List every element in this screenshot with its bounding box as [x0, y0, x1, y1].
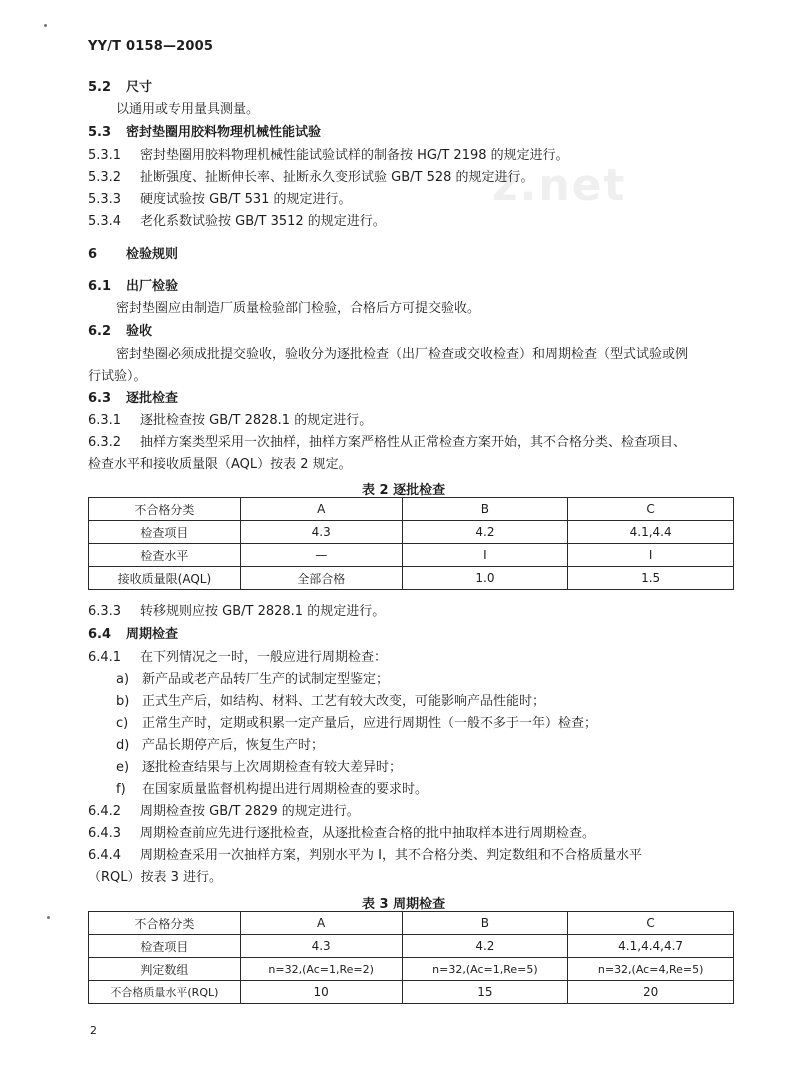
page-number: 2 — [90, 1024, 97, 1037]
section-5-3 — [88, 126, 321, 139]
table-cell: 4.1,4.4,4.7 — [568, 935, 734, 958]
table-cell: — — [240, 544, 402, 567]
list-item-a — [116, 673, 389, 686]
table-2-caption: 表 2 逐批检查 — [362, 483, 446, 498]
clause-number: 6.3.1 — [88, 413, 122, 428]
list-marker: a) — [116, 672, 130, 687]
table-cell: 20 — [568, 981, 734, 1004]
list-marker: e) — [116, 760, 130, 775]
table-cell: 15 — [402, 981, 568, 1004]
table-cell: n=32,(Ac=1,Re=2) — [240, 958, 402, 981]
table-cell: 全部合格 — [240, 567, 402, 590]
table-row — [89, 544, 734, 567]
section-6-2 — [88, 325, 152, 338]
table-cell: n=32,(Ac=4,Re=5) — [568, 958, 734, 981]
table-row — [89, 981, 734, 1004]
clause-number: 6.3.3 — [88, 604, 122, 619]
section-number: 6 — [88, 247, 98, 262]
paragraph: 密封垫圈应由制造厂质量检验部门检验，合格后方可提交验收。 — [116, 301, 481, 316]
scan-speck — [47, 916, 50, 919]
clause-number: 5.3.3 — [88, 192, 122, 207]
clause-text: 周期检查前应先进行逐批检查，从逐批检查合格的批中抽取样本进行周期检查。 — [140, 826, 596, 841]
clause-5-3-4 — [88, 215, 386, 228]
clause-6-3-3 — [88, 605, 385, 618]
list-marker: d) — [116, 738, 130, 753]
table-cell: 4.2 — [402, 521, 568, 544]
section-6-3 — [88, 392, 178, 405]
table-cell: 4.3 — [240, 935, 402, 958]
section-title: 逐批检查 — [126, 391, 179, 406]
table-3-caption: 表 3 周期检查 — [362, 897, 446, 912]
table-cell: Ⅰ — [402, 544, 568, 567]
clause-6-4-1 — [88, 651, 387, 664]
table-row — [89, 521, 734, 544]
clause-number: 6.3.2 — [88, 435, 122, 450]
clause-6-4-3 — [88, 827, 595, 840]
clause-continued: 检查水平和接收质量限（AQL）按表 2 规定。 — [88, 457, 352, 472]
section-number: 5.3 — [88, 125, 112, 140]
clause-text: 老化系数试验按 GB/T 3512 的规定进行。 — [140, 214, 386, 229]
section-number: 6.2 — [88, 324, 112, 339]
clause-text: 硬度试验按 GB/T 531 的规定进行。 — [140, 192, 352, 207]
clause-number: 6.4.2 — [88, 804, 122, 819]
list-text: 产品长期停产后，恢复生产时； — [142, 738, 325, 753]
clause-5-3-3 — [88, 193, 352, 206]
list-item-d — [116, 739, 324, 752]
list-marker: b) — [116, 694, 130, 709]
clause-number: 6.4.1 — [88, 650, 122, 665]
scan-speck — [44, 24, 47, 27]
list-text: 新产品或老产品转厂生产的试制定型鉴定； — [142, 672, 390, 687]
table-header-row — [89, 912, 734, 935]
table-cell: 检查水平 — [89, 544, 241, 567]
clause-text: 逐批检查按 GB/T 2828.1 的规定进行。 — [140, 413, 373, 428]
table-cell: 检查项目 — [89, 521, 241, 544]
clause-text: 周期检查采用一次抽样方案，判别水平为 Ⅰ，其不合格分类、判定数组和不合格质量水平 — [140, 848, 642, 863]
clause-6-4-2 — [88, 805, 360, 818]
standard-number: YY/T 0158—2005 — [88, 39, 214, 54]
section-title: 出厂检验 — [126, 279, 179, 294]
list-text: 正式生产后，如结构、材料、工艺有较大改变，可能影响产品性能时； — [142, 694, 546, 709]
table-cell: 1.5 — [568, 567, 734, 590]
section-number: 6.3 — [88, 391, 112, 406]
section-6-4 — [88, 628, 178, 641]
paragraph: 密封垫圈必须成批提交验收，验收分为逐批检查（出厂检查或交收检查）和周期检查（型式试验或例 — [116, 347, 689, 362]
table-cell: 4.1,4.4 — [568, 521, 734, 544]
table-cell: 4.2 — [402, 935, 568, 958]
section-5-2 — [88, 81, 152, 94]
clause-5-3-1 — [88, 149, 569, 162]
list-text: 逐批检查结果与上次周期检查有较大差异时； — [142, 760, 403, 775]
table-cell: Ⅰ — [568, 544, 734, 567]
table-cell: n=32,(Ac=1,Re=5) — [402, 958, 568, 981]
table-2 — [88, 497, 734, 590]
clause-number: 6.4.4 — [88, 848, 122, 863]
clause-6-3-1 — [88, 414, 372, 427]
table-cell: 4.3 — [240, 521, 402, 544]
table-cell: 不合格质量水平(RQL) — [89, 981, 241, 1004]
clause-text: 在下列情况之一时，一般应进行周期检查： — [140, 650, 388, 665]
clause-continued: （RQL）按表 3 进行。 — [88, 870, 223, 885]
clause-text: 密封垫圈用胶料物理机械性能试验试样的制备按 HG/T 2198 的规定进行。 — [140, 148, 569, 163]
section-6-1 — [88, 280, 178, 293]
table-header-cell: C — [568, 912, 734, 935]
table-header-cell: A — [240, 912, 402, 935]
clause-text: 转移规则应按 GB/T 2828.1 的规定进行。 — [140, 604, 386, 619]
table-header-row — [89, 498, 734, 521]
paragraph-continued: 行试验）。 — [88, 369, 147, 384]
clause-number: 6.4.3 — [88, 826, 122, 841]
section-number: 6.1 — [88, 279, 112, 294]
clause-text: 周期检查按 GB/T 2829 的规定进行。 — [140, 804, 360, 819]
list-item-f — [116, 783, 428, 796]
section-title: 检验规则 — [126, 247, 179, 262]
section-title: 尺寸 — [126, 80, 153, 95]
list-text: 正常生产时，定期或积累一定产量后，应进行周期性（一般不多于一年）检查； — [142, 716, 598, 731]
table-header-cell: 不合格分类 — [89, 912, 241, 935]
section-6 — [88, 248, 178, 261]
clause-text: 抽样方案类型采用一次抽样，抽样方案严格性从正常检查方案开始，其不合格分类、检查项目、 — [140, 435, 687, 450]
clause-6-3-2 — [88, 436, 686, 449]
list-text: 在国家质量监督机构提出进行周期检查的要求时。 — [142, 782, 429, 797]
clause-5-3-2 — [88, 171, 534, 184]
table-header-cell: B — [402, 498, 568, 521]
list-marker: f) — [116, 782, 126, 797]
clause-6-4-4 — [88, 849, 642, 862]
list-item-b — [116, 695, 545, 708]
table-header-cell: 不合格分类 — [89, 498, 241, 521]
section-title: 周期检查 — [126, 627, 179, 642]
table-cell: 接收质量限(AQL) — [89, 567, 241, 590]
table-row — [89, 935, 734, 958]
table-header-cell: B — [402, 912, 568, 935]
watermark: z.net — [492, 160, 627, 211]
table-3 — [88, 911, 734, 1004]
table-cell: 1.0 — [402, 567, 568, 590]
table-cell: 检查项目 — [89, 935, 241, 958]
clause-number: 5.3.1 — [88, 148, 122, 163]
table-header-cell: C — [568, 498, 734, 521]
list-item-c — [116, 717, 597, 730]
section-title: 验收 — [126, 324, 153, 339]
clause-number: 5.3.4 — [88, 214, 122, 229]
clause-number: 5.3.2 — [88, 170, 122, 185]
list-marker: c) — [116, 716, 129, 731]
table-cell: 10 — [240, 981, 402, 1004]
table-row — [89, 958, 734, 981]
table-cell: 判定数组 — [89, 958, 241, 981]
section-title: 密封垫圈用胶料物理机械性能试验 — [126, 125, 322, 140]
list-item-e — [116, 761, 402, 774]
table-header-cell: A — [240, 498, 402, 521]
section-number: 6.4 — [88, 627, 112, 642]
table-row — [89, 567, 734, 590]
section-number: 5.2 — [88, 80, 112, 95]
clause-text: 扯断强度、扯断伸长率、扯断永久变形试验 GB/T 528 的规定进行。 — [140, 170, 534, 185]
paragraph: 以通用或专用量具测量。 — [116, 102, 260, 117]
